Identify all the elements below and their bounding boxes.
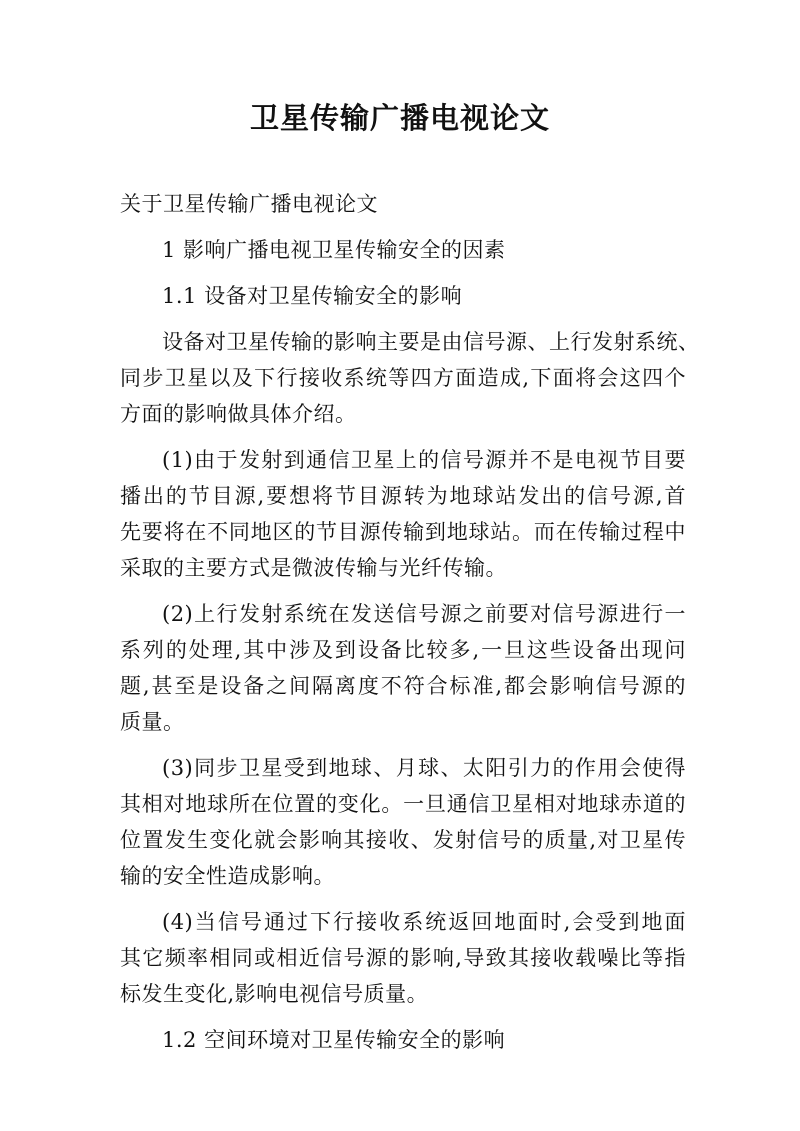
- paragraph-line: 播出的节目源,要想将节目源转为地球站发出的信号源,首: [120, 484, 686, 508]
- intro-paragraph: [120, 186, 686, 222]
- section-heading-line: 1 影响广播电视卫星传输安全的因素: [162, 238, 506, 262]
- subsection-heading-line: 1.1 设备对卫星传输安全的影响: [162, 284, 463, 308]
- paragraph-line: (2)上行发射系统在发送信号源之前要对信号源进行一: [162, 602, 686, 626]
- intro-line: 关于卫星传输广播电视论文: [120, 192, 378, 216]
- paragraph-line: 输的安全性造成影响。: [120, 864, 335, 888]
- paragraph-equipment-overview: [120, 324, 700, 432]
- subsection-heading-line: 1.2 空间环境对卫星传输安全的影响: [162, 1028, 506, 1052]
- paragraph-sync-satellite: [120, 750, 686, 894]
- subsection-heading-1-2: [120, 1022, 686, 1058]
- document-body: [120, 186, 700, 1068]
- paragraph-line: 系列的处理,其中涉及到设备比较多,一旦这些设备出现问: [120, 638, 686, 662]
- section-heading-1: [120, 232, 686, 268]
- paragraph-line: (1)由于发射到通信卫星上的信号源并不是电视节目要: [162, 448, 686, 472]
- paragraph-line: 其它频率相同或相近信号源的影响,导致其接收载噪比等指: [120, 946, 686, 970]
- paragraph-line: 方面的影响做具体介绍。: [120, 402, 357, 426]
- paragraph-uplink: [120, 596, 686, 740]
- paragraph-line: 题,甚至是设备之间隔离度不符合标准,都会影响信号源的: [120, 674, 686, 698]
- subsection-heading-1-1: [120, 278, 686, 314]
- paragraph-line: 位置发生变化就会影响其接收、发射信号的质量,对卫星传: [120, 828, 686, 852]
- document-title: 卫星传输广播电视论文: [249, 101, 550, 135]
- paragraph-line: (4)当信号通过下行接收系统返回地面时,会受到地面: [162, 910, 686, 934]
- paragraph-line: 其相对地球所在位置的变化。一旦通信卫星相对地球赤道的: [120, 792, 686, 816]
- paragraph-signal-source: [120, 442, 686, 586]
- paragraph-line: 先要将在不同地区的节目源传输到地球站。而在传输过程中: [120, 520, 686, 544]
- paragraph-line: 设备对卫星传输的影响主要是由信号源、上行发射系统、: [162, 330, 700, 354]
- paragraph-line: 采取的主要方式是微波传输与光纤传输。: [120, 556, 507, 580]
- paragraph-line: 同步卫星以及下行接收系统等四方面造成,下面将会这四个: [120, 366, 686, 390]
- paragraph-line: 标发生变化,影响电视信号质量。: [120, 982, 429, 1006]
- paragraph-downlink: [120, 904, 686, 1012]
- paragraph-line: 质量。: [120, 710, 185, 734]
- paragraph-line: (3)同步卫星受到地球、月球、太阳引力的作用会使得: [162, 756, 686, 780]
